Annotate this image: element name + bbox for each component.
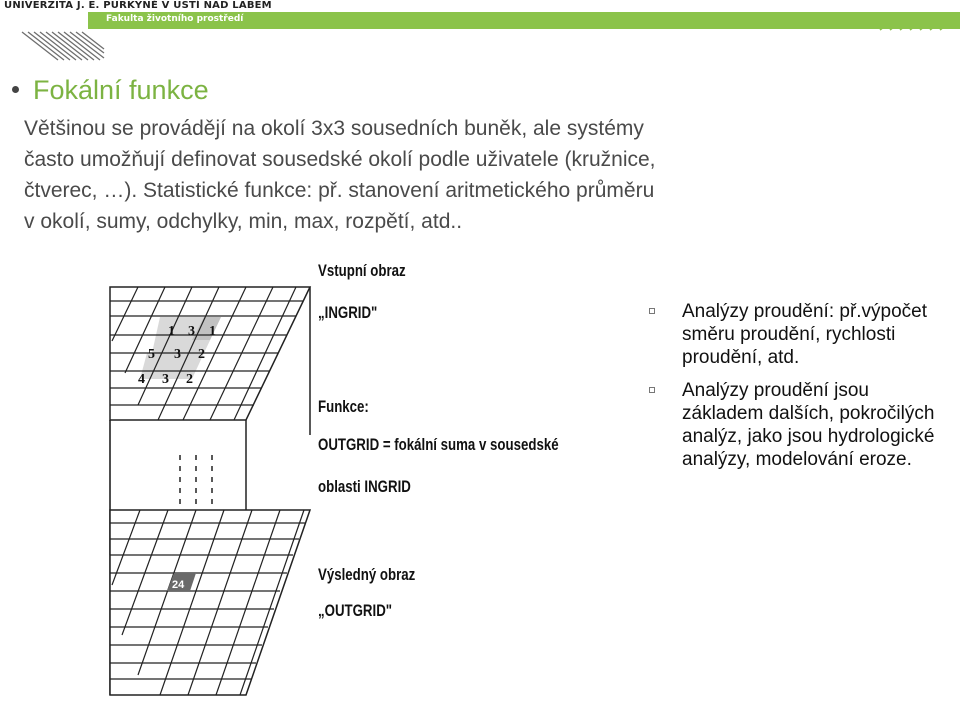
input-cell-value: 2 [198, 347, 205, 362]
faculty-name: Fakulta životního prostředí [106, 14, 244, 24]
side-bullet-list [648, 300, 948, 481]
list-item-text: Analýzy proudění: př.výpočet směru proudění, rychlosti proudění, atd. [682, 301, 928, 368]
slide-header [0, 0, 960, 70]
square-bullet-icon [649, 308, 655, 314]
paragraph-line: často umožňují definovat sousedské okolí podle uživatele (kružnice, [24, 148, 656, 171]
list-item-text: Analýzy proudění jsou základem dalších, pokročilých analýz, jako jsou hydrologické analýzy, modelování eroze. [682, 380, 935, 470]
label-output-name: „OUTGRID" [318, 601, 393, 620]
label-input-title: Vstupní obraz [318, 261, 406, 280]
slide-paragraph [24, 113, 924, 237]
input-cell-value: 3 [162, 372, 169, 387]
input-cell-value: 3 [188, 324, 195, 339]
paragraph-line: Většinou se provádějí na okolí 3x3 sousedních buněk, ale systémy [24, 117, 644, 140]
input-cell-value: 3 [174, 347, 181, 362]
label-formula-line-1: OUTGRID = fokální suma v sousedské [318, 435, 559, 454]
input-cell-value: 5 [148, 347, 155, 362]
input-cell-value: 1 [209, 324, 216, 339]
label-input-name: „INGRID" [318, 303, 378, 322]
header-stripes-decoration [0, 22, 960, 62]
label-output-title: Výsledný obraz [318, 565, 416, 584]
bullet-icon [12, 86, 19, 93]
output-cell-value: 24 [172, 579, 185, 591]
input-cell-value: 4 [138, 372, 145, 387]
square-bullet-icon [649, 387, 655, 393]
label-formula-line-2: oblasti INGRID [318, 477, 411, 496]
paragraph-line: v okolí, sumy, odchylky, min, max, rozpětí, atd.. [24, 210, 463, 233]
focal-function-figure [100, 255, 620, 715]
grid-diagram [100, 255, 320, 715]
input-cell-value: 2 [186, 372, 193, 387]
paragraph-line: čtverec, …). Statistické funkce: př. stanovení aritmetického průměru [24, 179, 655, 202]
slide-title: Fokální funkce [33, 75, 209, 105]
list-item [648, 379, 948, 471]
university-name: UNIVERZITA J. E. PURKYNĚ V ÚSTÍ NAD LABEM [4, 0, 272, 11]
list-item [648, 300, 948, 369]
slide-title-row [12, 75, 209, 106]
input-cell-value: 1 [168, 324, 175, 339]
label-function: Funkce: [318, 397, 369, 416]
